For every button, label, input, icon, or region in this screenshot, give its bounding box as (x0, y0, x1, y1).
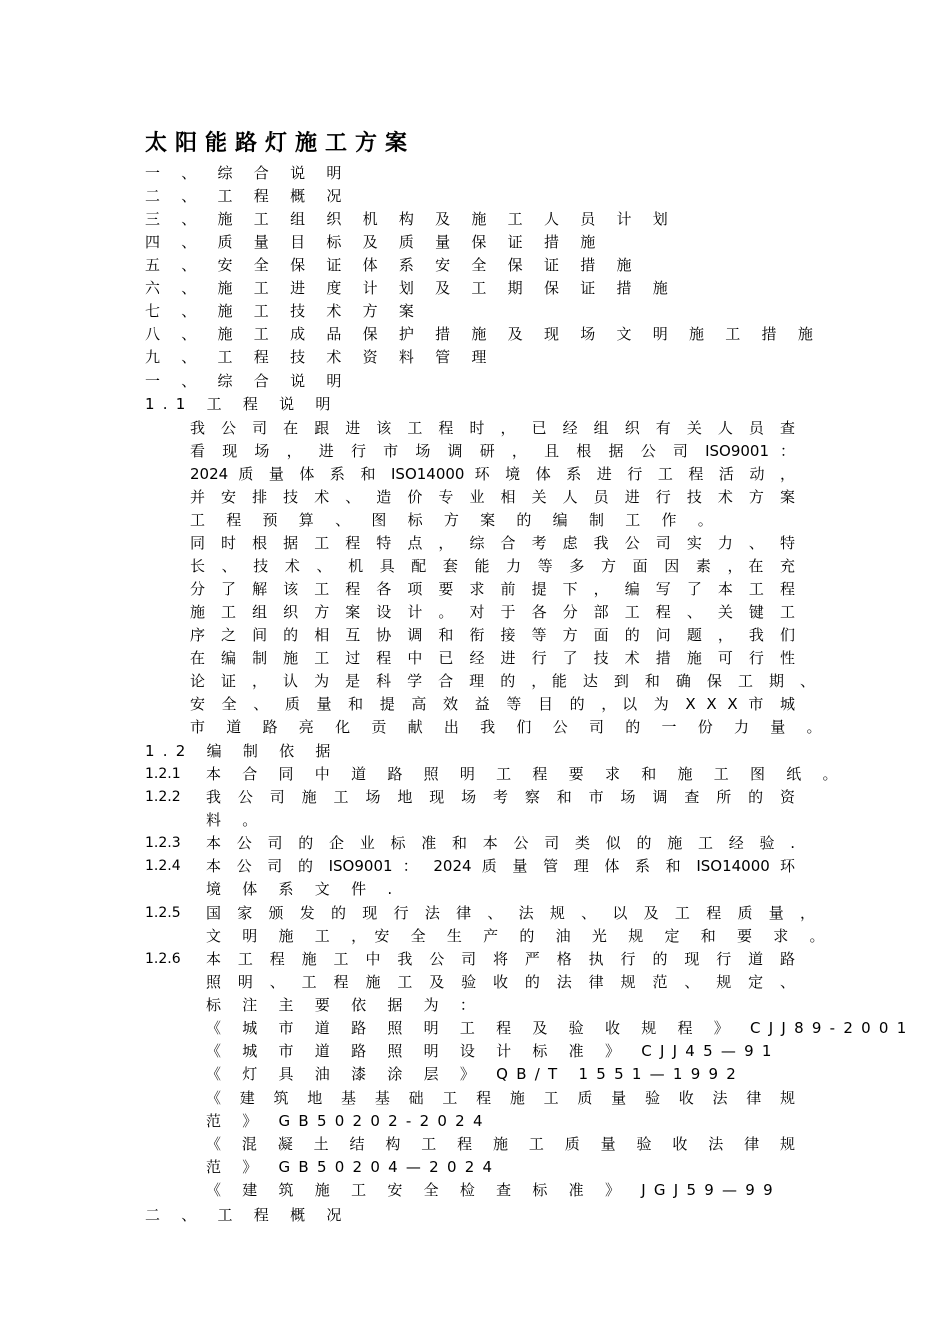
toc-item-4: 四 、 质 量 目 标 及 质 量 保 证 措 施 (145, 233, 604, 251)
document-title: 太阳能路灯施工方案 (145, 131, 416, 156)
item-number: 1.2.5 (145, 905, 181, 921)
paragraph-line: 序 之 间 的 相 互 协 调 和 衔 接 等 方 面 的 问 题 ， 我 们 (190, 626, 795, 644)
item-number: 1.2.4 (145, 858, 181, 874)
subsection-1-2-heading: 1.2 编 制 依 据 (145, 742, 339, 760)
item-line: 本 公 司 的 ISO9001 ： 2024 质 量 管 理 体 系 和 ISO14000 环 (206, 857, 795, 875)
standard-ref: 《 建 筑 地 基 基 础 工 程 施 工 质 量 验 收 法 律 规 (206, 1089, 795, 1107)
paragraph-line: 并 安 排 技 术 、 造 价 专 业 相 关 人 员 进 行 技 术 方 案 (190, 488, 795, 506)
toc-item-8: 八 、 施 工 成 品 保 护 措 施 及 现 场 文 明 施 工 措 施 (145, 325, 822, 343)
standard-ref: 《 城 市 道 路 照 明 工 程 及 验 收 规 程 》 CJJ89-2001 (206, 1019, 915, 1037)
item-line: 本 合 同 中 道 路 照 明 工 程 要 求 和 施 工 图 纸 。 (206, 765, 846, 783)
standard-ref: 《 混 凝 土 结 构 工 程 施 工 质 量 验 收 法 律 规 (206, 1135, 795, 1153)
paragraph-line: 我 公 司 在 跟 进 该 工 程 时 ， 已 经 组 织 有 关 人 员 查 (190, 419, 795, 437)
standard-ref: 《 灯 具 油 漆 涂 层 》 QB/T 1551—1992 (206, 1065, 745, 1083)
paragraph-line: 分 了 解 该 工 程 各 项 要 求 前 提 下 ， 编 写 了 本 工 程 (190, 580, 795, 598)
paragraph-line: 安 全 、 质 量 和 提 高 效 益 等 目 的 ，以 为 X X X 市 城 (190, 695, 795, 713)
subsection-1-1-heading: 1.1 工 程 说 明 (145, 395, 339, 413)
item-line: 本 工 程 施 工 中 我 公 司 将 严 格 执 行 的 现 行 道 路 (206, 950, 795, 968)
paragraph-line: 在 编 制 施 工 过 程 中 已 经 进 行 了 技 术 措 施 可 行 性 (190, 649, 795, 667)
paragraph-line: 长 、 技 术 、 机 具 配 套 能 力 等 多 方 面 因 素 ，在 充 (190, 557, 795, 575)
item-line: 境 体 系 文 件 . (206, 880, 401, 898)
toc-item-2: 二 、 工 程 概 况 (145, 187, 350, 205)
standard-ref: 范 》 GB50204—2024 (206, 1158, 501, 1176)
toc-item-9: 九 、 工 程 技 术 资 料 管 理 (145, 348, 495, 366)
paragraph-line: 同 时 根 据 工 程 特 点 ， 综 合 考 虑 我 公 司 实 力 、 特 (190, 534, 795, 552)
item-line: 我 公 司 施 工 场 地 现 场 考 察 和 市 场 调 查 所 的 资 (206, 788, 795, 806)
item-line: 本 公 司 的 企 业 标 准 和 本 公 司 类 似 的 施 工 经 验 . (206, 834, 795, 852)
item-line: 料 。 (206, 811, 266, 829)
paragraph-line: 工 程 预 算 、 图 标 方 案 的 编 制 工 作 。 (190, 511, 722, 529)
toc-item-3: 三 、 施 工 组 织 机 构 及 施 工 人 员 计 划 (145, 210, 677, 228)
item-line: 照 明 、 工 程 施 工 及 验 收 的 法 律 规 范 、 规 定 、 (206, 973, 795, 991)
section-2-heading: 二 、 工 程 概 况 (145, 1206, 350, 1224)
paragraph-line: 论 证 ， 认 为 是 科 学 合 理 的 ，能 达 到 和 确 保 工 期 、 (190, 672, 815, 690)
paragraph-line: 看 现 场 ， 进 行 市 场 调 研 ， 且 根 据 公 司 ISO9001 ： (190, 442, 795, 460)
paragraph-line: 施 工 组 织 方 案 设 计 。 对 于 各 分 部 工 程 、 关 键 工 (190, 603, 795, 621)
item-line: 国 家 颁 发 的 现 行 法 律 、 法 规 、 以 及 工 程 质 量 ， (206, 904, 815, 922)
item-line: 文 明 施 工 ，安 全 生 产 的 油 光 规 定 和 要 求 。 (206, 927, 833, 945)
item-number: 1.2.1 (145, 766, 181, 782)
standard-ref: 《 城 市 道 路 照 明 设 计 标 准 》 CJJ45—91 (206, 1042, 780, 1060)
item-number: 1.2.3 (145, 835, 181, 851)
item-number: 1.2.6 (145, 951, 181, 967)
item-line: 标 注 主 要 依 据 为 ： (206, 996, 484, 1014)
standard-ref: 范 》 GB50202-2024 (206, 1112, 491, 1130)
standard-ref: 《 建 筑 施 工 安 全 检 查 标 准 》 JGJ59—99 (206, 1181, 781, 1199)
toc-item-5: 五 、 安 全 保 证 体 系 安 全 保 证 措 施 (145, 256, 640, 274)
paragraph-line: 市 道 路 亮 化 贡 献 出 我 们 公 司 的 一 份 力 量 。 (190, 718, 830, 736)
toc-item-1: 一 、 综 合 说 明 (145, 164, 350, 182)
toc-item-7: 七 、 施 工 技 术 方 案 (145, 302, 423, 320)
paragraph-line: 2024 质 量 体 系 和 ISO14000 环 境 体 系 进 行 工 程 活 动 ， (190, 465, 795, 483)
item-number: 1.2.2 (145, 789, 181, 805)
section-1-heading: 一 、 综 合 说 明 (145, 372, 350, 390)
toc-item-6: 六 、 施 工 进 度 计 划 及 工 期 保 证 措 施 (145, 279, 677, 297)
